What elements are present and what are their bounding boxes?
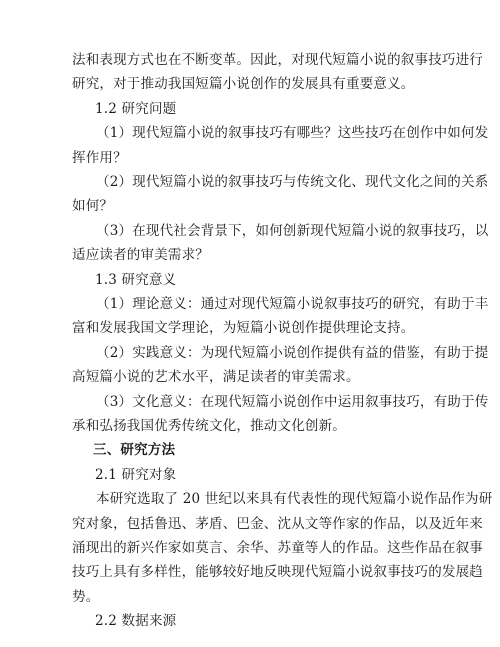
paragraph-line: 承和弘扬我国优秀传统文化，推动文化创新。 — [72, 418, 346, 434]
paragraph-line: 富和发展我国文学理论，为短篇小说创作提供理论支持。 — [72, 320, 415, 337]
paragraph-line: 适应读者的审美需求？ — [72, 247, 209, 264]
section-heading: 2.2 数据来源 — [95, 613, 177, 630]
paragraph-line: 法和表现方式也在不断变革。因此，对现代短篇小说的叙事技巧进行 — [72, 52, 483, 68]
paragraph-line: （2）实践意义：为现代短篇小说创作提供有益的借鉴，有助于提 — [96, 344, 489, 361]
paragraph-line: （2）现代短篇小说的叙事技巧与传统文化、现代文化之间的关系 — [96, 174, 489, 190]
paragraph-line: （1）理论意义：通过对现代短篇小说叙事技巧的研究，有助于丰 — [96, 296, 489, 312]
paragraph-line: 挥作用？ — [72, 149, 127, 166]
paragraph-line: 高短篇小说的艺术水平，满足读者的审美需求。 — [72, 369, 360, 386]
paragraph-line: 究对象，包括鲁迅、茅盾、巴金、沈从文等作家的作品，以及近年来 — [72, 515, 483, 532]
chapter-heading: 三、研究方法 — [93, 442, 176, 459]
section-heading: 1.3 研究意义 — [95, 271, 177, 288]
paragraph-line: 研究，对于推动我国短篇小说创作的发展具有重要意义。 — [72, 76, 415, 93]
paragraph-line: 本研究选取了 20 世纪以来具有代表性的现代短篇小说作品作为研 — [96, 491, 493, 508]
paragraph-line: （1）现代短篇小说的叙事技巧有哪些？这些技巧在创作中如何发 — [96, 125, 489, 142]
paragraph-line: 势。 — [72, 588, 100, 605]
paragraph-line: 技巧上具有多样性，能够较好地反映现代短篇小说叙事技巧的发展趋 — [72, 564, 483, 581]
section-heading: 2.1 研究对象 — [95, 466, 177, 483]
paragraph-line: （3）文化意义：在现代短篇小说创作中运用叙事技巧，有助于传 — [96, 393, 489, 410]
paragraph-line: （3）在现代社会背景下，如何创新现代短篇小说的叙事技巧，以 — [96, 222, 489, 239]
section-heading: 1.2 研究问题 — [95, 100, 177, 117]
paragraph-line: 涌现出的新兴作家如莫言、余华、苏童等人的作品。这些作品在叙事 — [72, 540, 483, 556]
paragraph-line: 如何？ — [72, 198, 114, 215]
